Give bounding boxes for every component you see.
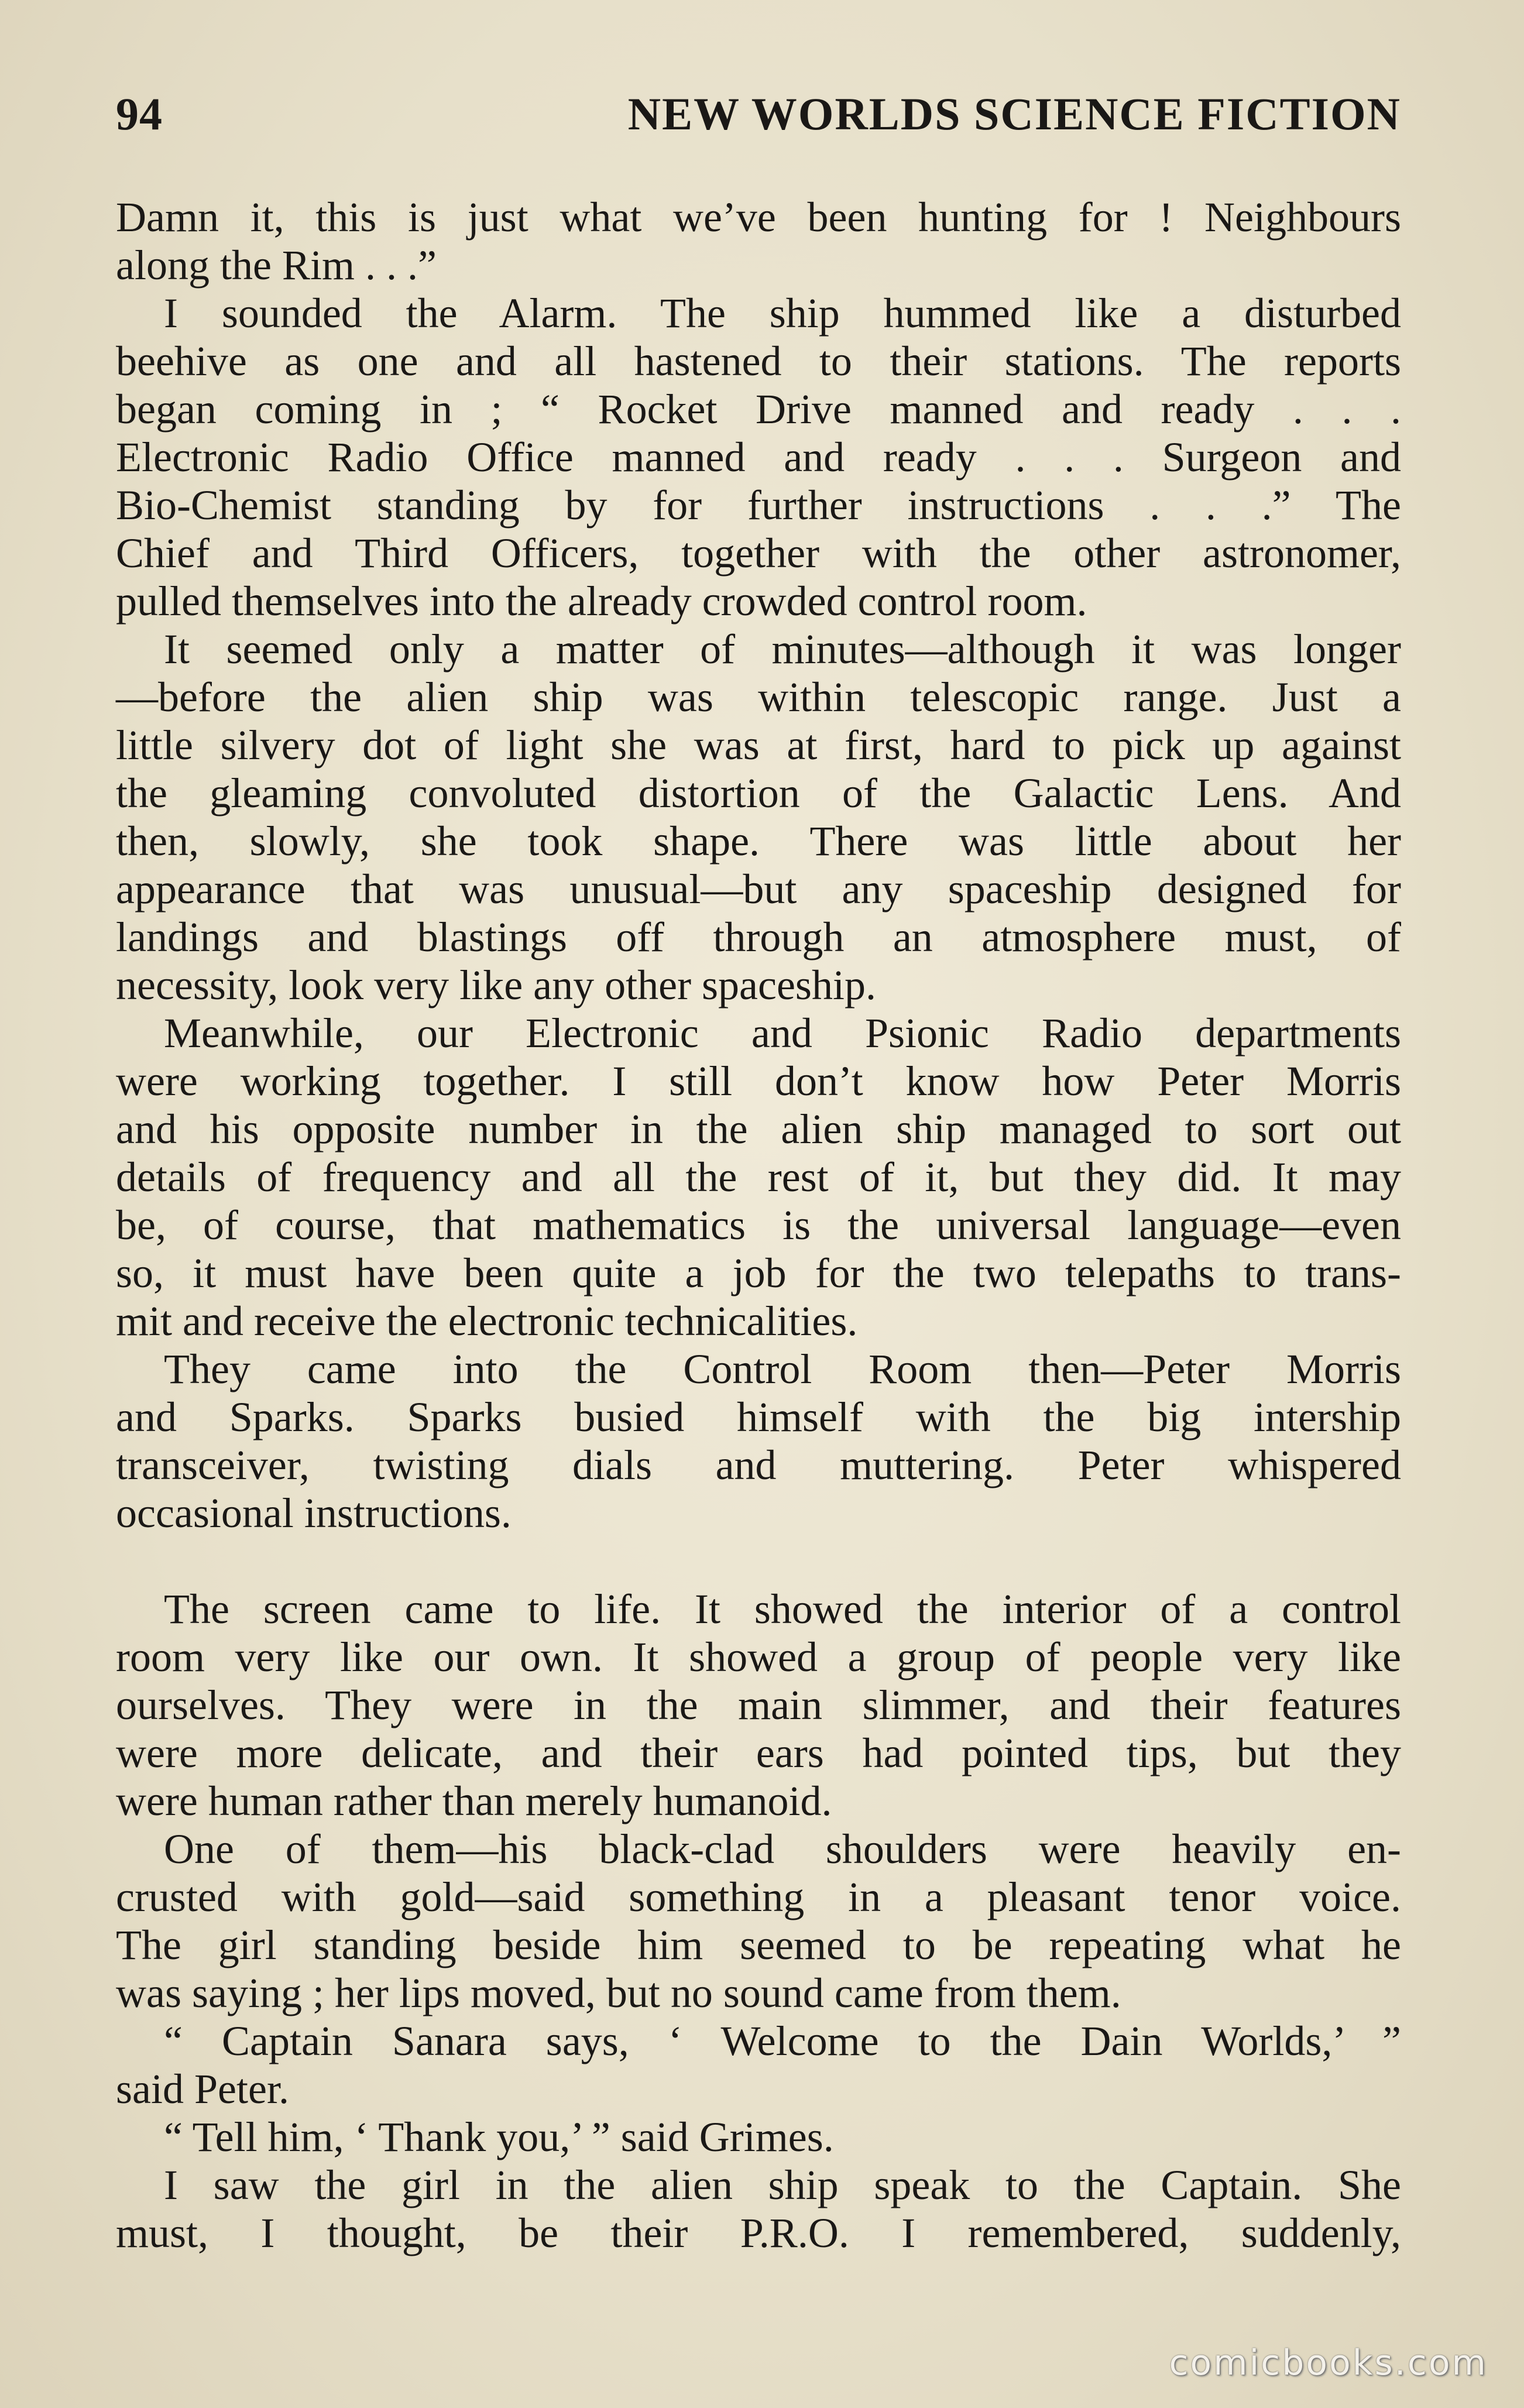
text-line: It seemed only a matter of minutes—although it was longer	[164, 626, 1401, 673]
text-line: was saying ; her lips moved, but no sound came from them.	[116, 1970, 1121, 2016]
text-line: appearance that was unusual—but any spaceship designed for	[116, 866, 1401, 913]
text-line: “ Captain Sanara says, ‘ Welcome to the Dain Worlds,’ ”	[164, 2018, 1401, 2064]
text-line: pulled themselves into the already crowded control room.	[116, 578, 1087, 625]
text-line: Bio-Chemist standing by for further instructions . . .” The	[116, 482, 1401, 529]
text-line: The girl standing beside him seemed to be repeating what he	[116, 1922, 1401, 1968]
text-line: and his opposite number in the alien ship managed to sort out	[116, 1106, 1401, 1152]
page-number: 94	[116, 88, 163, 139]
text-line: The screen came to life. It showed the interior of a control	[164, 1586, 1401, 1632]
text-line: Chief and Third Officers, together with the other astronomer,	[116, 530, 1401, 577]
running-title: NEW WORLDS SCIENCE FICTION	[627, 88, 1401, 139]
section-break	[116, 1537, 1401, 1585]
text-line: were human rather than merely humanoid.	[116, 1778, 832, 1824]
text-line: Electronic Radio Office manned and ready . . . Surgeon and	[116, 434, 1401, 481]
text-line: landings and blastings off through an atmosphere must, of	[116, 914, 1401, 961]
text-line: They came into the Control Room then—Peter Morris	[164, 1346, 1401, 1392]
page-header	[116, 88, 1401, 152]
text-line: be, of course, that mathematics is the universal language—even	[116, 1202, 1401, 1248]
text-line: necessity, look very like any other spaceship.	[116, 962, 876, 1009]
text-line: began coming in ; “ Rocket Drive manned and ready . . .	[116, 386, 1401, 433]
text-line: beehive as one and all hastened to their stations. The reports	[116, 338, 1401, 385]
text-line: and Sparks. Sparks busied himself with the big intership	[116, 1394, 1401, 1440]
text-line: crusted with gold—said something in a pleasant tenor voice.	[116, 1874, 1401, 1920]
text-line: One of them—his black-clad shoulders were heavily en-	[164, 1826, 1401, 1872]
body-text	[116, 193, 1401, 2257]
text-line: “ Tell him, ‘ Thank you,’ ” said Grimes.	[164, 2114, 834, 2160]
text-line: the gleaming convoluted distortion of the Galactic Lens. And	[116, 770, 1401, 817]
text-line: Damn it, this is just what we’ve been hunting for ! Neighbours	[116, 194, 1401, 241]
text-line: transceiver, twisting dials and muttering. Peter whispered	[116, 1442, 1401, 1488]
text-line: details of frequency and all the rest of it, but they did. It may	[116, 1154, 1401, 1200]
text-line: I sounded the Alarm. The ship hummed like a disturbed	[164, 290, 1401, 337]
text-line: said Peter.	[116, 2066, 289, 2112]
text-line: were more delicate, and their ears had pointed tips, but they	[116, 1730, 1401, 1776]
text-line: mit and receive the electronic technicalities.	[116, 1298, 858, 1344]
text-line: occasional instructions.	[116, 1490, 512, 1536]
text-line: —before the alien ship was within telescopic range. Just a	[116, 674, 1401, 721]
text-line: must, I thought, be their P.R.O. I remembered, suddenly,	[116, 2210, 1401, 2256]
text-line: room very like our own. It showed a group of people very like	[116, 1634, 1401, 1680]
text-line: ourselves. They were in the main slimmer, and their features	[116, 1682, 1401, 1728]
text-line: Meanwhile, our Electronic and Psionic Radio departments	[164, 1010, 1401, 1056]
text-line: along the Rim . . .”	[116, 242, 437, 289]
watermark-logo: comicbooks.com	[1169, 2342, 1488, 2383]
text-line: I saw the girl in the alien ship speak to the Captain. She	[164, 2162, 1401, 2208]
text-line: then, slowly, she took shape. There was little about her	[116, 818, 1401, 865]
text-line: so, it must have been quite a job for the two telepaths to trans-	[116, 1250, 1401, 1296]
text-line: were working together. I still don’t know how Peter Morris	[116, 1058, 1401, 1104]
text-line: little silvery dot of light she was at first, hard to pick up against	[116, 722, 1401, 769]
